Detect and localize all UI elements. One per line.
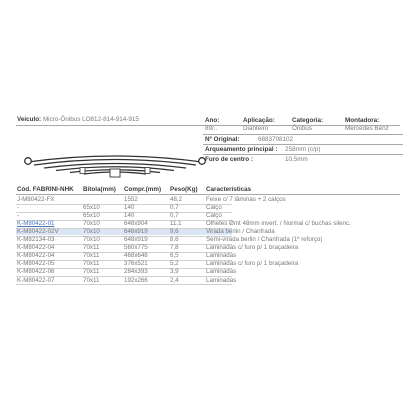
cell-caracteristicas: Calço	[206, 204, 222, 212]
cell-peso: 0,7	[170, 204, 179, 212]
cell-bitola: 70x11	[83, 244, 100, 252]
cell-compr: 1552	[124, 196, 138, 203]
vehicle-label: Veículo:	[17, 116, 42, 123]
montadora-label: Montadora:	[345, 117, 380, 124]
arqueamento-label: Arqueamento principal :	[205, 146, 278, 153]
cell-peso: 3,9	[170, 268, 179, 276]
col-header-caracteristicas: Características	[206, 186, 252, 193]
cell-bitola: 70x10	[83, 220, 100, 228]
info-divider-3	[203, 154, 403, 155]
cell-bitola: 70x11	[83, 268, 100, 276]
col-header-bitola: Bitola(mm)	[83, 186, 116, 193]
ano-label: Ano:	[205, 117, 220, 124]
cell-caracteristicas: Laminadas	[206, 276, 237, 284]
ano-value: 89/..	[205, 125, 218, 132]
col-header-compr: Compr.(mm)	[124, 186, 162, 193]
original-value: 6883708102	[258, 136, 294, 143]
cell-bitola: 70x10	[83, 236, 100, 244]
cell-code: J-M80422-FX	[17, 196, 55, 203]
cell-compr: 648x904	[124, 220, 148, 228]
cell-peso: 6,5	[170, 252, 179, 260]
cell-bitola: 65x10	[83, 204, 100, 212]
cell-compr: 648x919	[124, 228, 148, 236]
cell-bitola: 65x10	[83, 212, 100, 220]
cell-code[interactable]: K-M80422-01	[17, 220, 55, 228]
cell-peso: 48,2	[170, 196, 183, 203]
cell-code: K-M82134-03	[17, 236, 55, 244]
cell-bitola: 70x10	[83, 228, 100, 236]
cell-peso: 9,6	[170, 228, 179, 236]
montadora-value: Mercedes Benz	[345, 125, 389, 132]
categoria-label: Categoria:	[292, 117, 324, 124]
cell-peso: 2,4	[170, 276, 179, 284]
cell-compr: 284x393	[124, 268, 148, 276]
info-divider-2	[203, 144, 403, 145]
cell-compr: 648x919	[124, 236, 148, 244]
cell-bitola: 70x11	[83, 276, 100, 284]
cell-compr: 140	[124, 204, 135, 212]
arqueamento-value: 258mm (c/p)	[285, 146, 321, 153]
cell-code: K-M80422-04	[17, 252, 55, 260]
cell-caracteristicas: Olhetes Ømt 48mm invert. / Normal c/ buchas silenc.	[206, 220, 351, 228]
aplicacao-value: Dianteiro	[243, 125, 269, 132]
cell-bitola: 70x11	[83, 260, 100, 268]
table-header-divider	[16, 194, 400, 195]
cell-peso: 7,8	[170, 244, 179, 252]
col-header-code: Cód. FABRINI-NHK	[17, 186, 74, 193]
cell-bitola: 70x11	[83, 252, 100, 260]
cell-compr: 192x266	[124, 276, 148, 284]
cell-compr: 140	[124, 212, 135, 220]
cell-peso: 5,2	[170, 260, 179, 268]
cell-code: K-M80422-04	[17, 244, 55, 252]
cell-caracteristicas: Semi-virada berlin / Chanfrada (1º reforço)	[206, 236, 323, 244]
cell-caracteristicas: Laminadas	[206, 252, 237, 260]
cell-caracteristicas: Calço	[206, 212, 222, 220]
cell-peso: 8,6	[170, 236, 179, 244]
cell-compr: 376x521	[124, 260, 148, 268]
original-label: Nº Original:	[205, 136, 240, 143]
cell-peso: 0,7	[170, 212, 179, 220]
cell-code: -	[17, 204, 20, 212]
vehicle-line	[17, 116, 139, 123]
cell-code: K-M80422-02V	[17, 228, 59, 236]
leaf-spring-diagram	[20, 142, 210, 180]
vehicle-value: Micro-Ônibus LO812-814-914-915	[42, 116, 139, 123]
cell-caracteristicas: Laminadas c/ furo p/ 1 braçadeira	[206, 260, 299, 268]
cell-compr: 560x775	[124, 244, 148, 252]
cell-code: -	[17, 212, 20, 220]
cell-compr: 468x648	[124, 252, 148, 260]
cell-caracteristicas: Laminadas	[206, 268, 237, 276]
cell-code: K-M80422-06	[17, 268, 55, 276]
categoria-value: Ônibus	[292, 125, 312, 132]
cell-caracteristicas: Laminadas c/ furo p/ 1 braçadeira	[206, 244, 299, 252]
cell-caracteristicas: Virada berlin / Chanfrada	[206, 228, 275, 236]
row-divider	[16, 284, 232, 285]
furo-label: Furo de centro :	[205, 156, 253, 163]
col-header-peso: Peso(Kg)	[170, 186, 198, 193]
furo-value: 10,5mm	[285, 156, 308, 163]
cell-peso: 11,1	[170, 220, 182, 228]
cell-code: K-M80422-05	[17, 260, 55, 268]
aplicacao-label: Aplicação:	[243, 117, 275, 124]
info-divider-1	[203, 134, 403, 135]
cell-code: K-M80422-07	[17, 276, 55, 284]
cell-caracteristicas: Feixe c/ 7 lâminas + 2 calços	[206, 196, 286, 203]
